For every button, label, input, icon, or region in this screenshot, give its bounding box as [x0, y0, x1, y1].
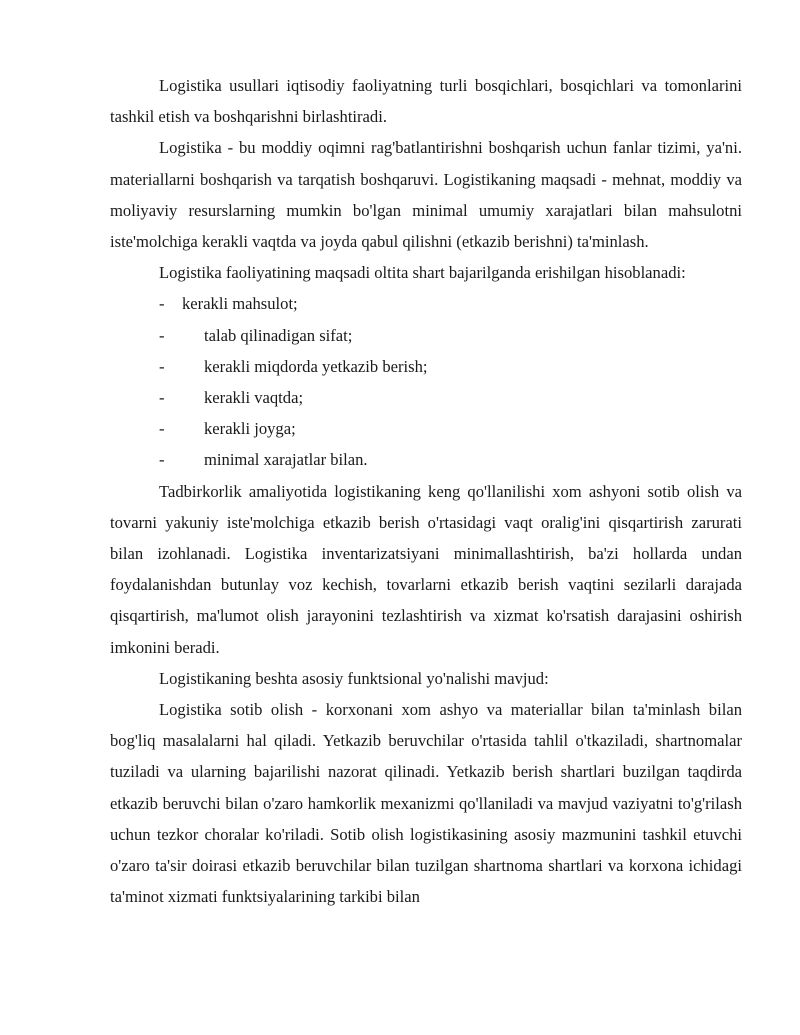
list-item-text: kerakli mahsulot; [182, 294, 298, 314]
list-dash-marker: - [159, 356, 165, 376]
list-item-text: talab qilinadigan sifat; [204, 325, 353, 345]
list-item [110, 351, 742, 382]
paragraph-six-conditions-intro: Logistika faoliyatining maqsadi oltita shart bajarilganda erishilgan hisoblanadi: [159, 263, 686, 283]
list-item-text: kerakli vaqtda; [204, 388, 304, 408]
paragraph-five-directions-intro: Logistikaning beshta asosiy funktsional yo'nalishi mavjud: [159, 668, 549, 688]
list-item-text: kerakli miqdorda yetkazib berish; [204, 356, 428, 376]
list-dash-marker: - [159, 388, 165, 408]
paragraph-logistics-definition: Logistika - bu moddiy oqimni rag'batlantirishni boshqarish uchun fanlar tizimi, ya'ni. materiallarni boshqarish va tarqatish boshqaruvi. Logistikaning maqsadi - mehnat, moddiy va moliyaviy resurslarning mumkin bo'lgan minimal umumiy xarajatlari bilan mahsulotni iste'molchiga kerakli vaqtda va joyda qabul qilishni (etkazib berishni) ta'minlash. [110, 138, 742, 252]
paragraph-business-practice: Tadbirkorlik amaliyotida logistikaning keng qo'llanilishi xom ashyoni sotib olish va tovarni yakuniy iste'molchiga etkazib berish o'rtasidagi vaqt oralig'ini qisqartirish zarurati bilan izohlanadi. Logistika inventarizatsiyani minimallashtirish, ba'zi hollarda undan foydalanishdan butunlay voz kechish, tovarlarni etkazib berish vaqtini sezilarli darajada qisqartirish, ma'lumot olish jarayonini tezlashtirish va xizmat ko'rsatish darajasini oshirish imkonini beradi. [110, 481, 742, 657]
list-item [110, 288, 742, 319]
paragraph-logistics-methods: Logistika usullari iqtisodiy faoliyatning turli bosqichlari, bosqichlari va tomonlarini tashkil etish va boshqarishni birlashtiradi. [110, 76, 742, 127]
list-item [110, 320, 742, 351]
list-item-text: minimal xarajatlar bilan. [204, 450, 368, 470]
list-item [110, 444, 742, 475]
paragraph-procurement-logistics: Logistika sotib olish - korxonani xom ashyo va materiallar bilan ta'minlash bilan bog'liq masalalarni hal qiladi. Yetkazib beruvchilar o'rtasida tahlil o'tkaziladi, shartnomalar tuziladi va ularning bajarilishi nazorat qilinadi. Yetkazib berish shartlari buzilgan taqdirda etkazib beruvchi bilan o'zaro hamkorlik mexanizmi qo'llaniladi va mavjud vaziyatni to'g'rilash uchun tezkor choralar ko'riladi. Sotib olish logistikasining asosiy mazmunini tashkil etuvchi o'zaro ta'sir doirasi etkazib beruvchilar bilan tuzilgan shartnoma shartlari va korxona ichidagi ta'minot xizmati funktsiyalarining tarkibi bilan [110, 700, 742, 907]
document-body [110, 70, 742, 912]
list-dash-marker: - [159, 325, 165, 345]
list-dash-marker: - [159, 419, 165, 439]
list-item [110, 413, 742, 444]
list-dash-marker: - [159, 450, 165, 470]
list-item-text: kerakli joyga; [204, 419, 296, 439]
six-conditions-list [110, 288, 742, 475]
list-dash-marker: - [159, 294, 165, 314]
list-item [110, 382, 742, 413]
